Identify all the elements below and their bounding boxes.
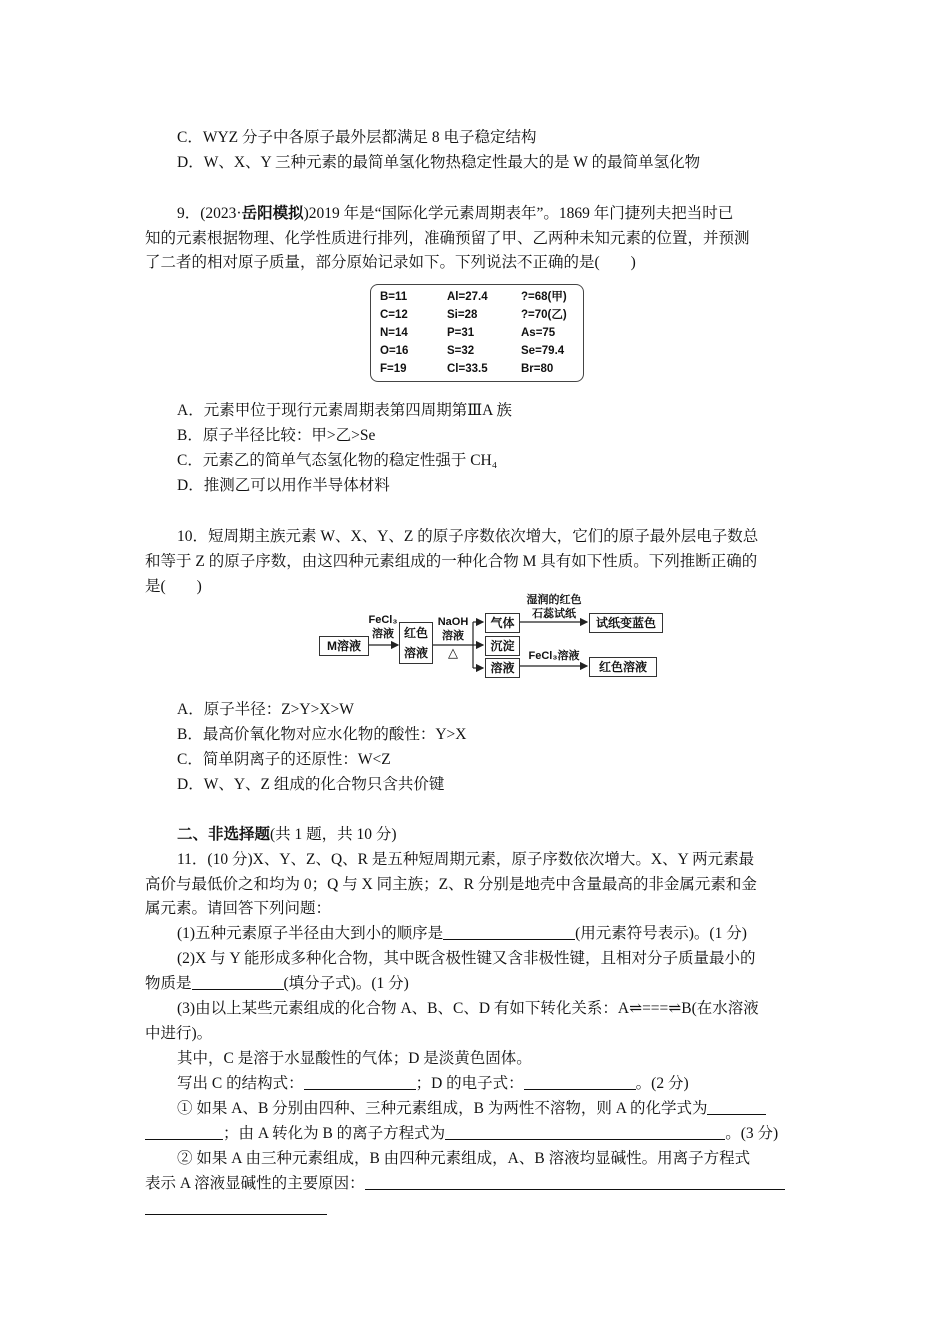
q11-part1 bbox=[177, 922, 747, 946]
answer-blank-d-electron[interactable] bbox=[524, 1073, 636, 1090]
answer-blank-ion-equation[interactable] bbox=[445, 1123, 725, 1140]
q8-option-c: C．WYZ 分子中各原子最外层都满足 8 电子稳定结构 bbox=[177, 129, 537, 146]
table-cell: Si=28 bbox=[447, 309, 478, 321]
q11-stem-line1: 11．(10 分)X、Y、Z、Q、R 是五种短周期元素，原子序数依次增大。X、Y 两元素最 bbox=[177, 851, 755, 868]
label-naoh-top: NaOH bbox=[437, 616, 469, 628]
table-row bbox=[371, 360, 583, 378]
box-m-solution: M溶液 bbox=[319, 636, 369, 656]
q9-stem-rest: )2019 年是“国际化学元素周期表年”。1869 年门捷列夫把当时已 bbox=[303, 205, 734, 222]
q9-stem-line2: 知的元素根据物理、化学性质进行排列，准确预留了甲、乙两种未知元素的位置，并预测 bbox=[145, 230, 750, 247]
answer-blank-a-formula[interactable] bbox=[707, 1098, 766, 1115]
answer-blank-1[interactable] bbox=[443, 923, 575, 940]
q9-source: 岳阳模拟 bbox=[241, 205, 304, 222]
q9-stem-line3: 了二者的相对原子质量，部分原始记录如下。下列说法不正确的是( ) bbox=[145, 254, 636, 271]
reaction-flow-diagram bbox=[315, 592, 665, 682]
answer-blank-basicity-cont[interactable] bbox=[145, 1198, 327, 1215]
label-fecl3-bottom: 溶液 bbox=[372, 628, 394, 640]
table-row bbox=[371, 288, 583, 306]
table-cell: S=32 bbox=[447, 345, 475, 357]
q11-sub1-text: ① 如果 A、B 分别由四种、三种元素组成，B 为两性不溶物，则 A 的化学式为 bbox=[177, 1100, 708, 1117]
q11-sub1-points: 。(3 分) bbox=[725, 1125, 779, 1142]
q11-part3-points: 。(2 分) bbox=[635, 1075, 689, 1092]
q11-stem-line2: 高价与最低价之和均为 0；Q 与 X 同主族；Z、R 分别是地壳中含量最高的非金属元素和金 bbox=[145, 876, 757, 893]
q11-part3-line2: 中进行)。 bbox=[145, 1025, 213, 1042]
table-cell: B=11 bbox=[380, 291, 408, 303]
q11-part1-text: (1)五种元素原子半径由大到小的顺序是 bbox=[177, 925, 444, 942]
table-cell: C=12 bbox=[380, 309, 408, 321]
q11-sub2-line3 bbox=[145, 1197, 327, 1221]
q11-part2-line1: (2)X 与 Y 能形成多种化合物，其中既含极性键又含非极性键，且相对分子质量最小的 bbox=[177, 950, 756, 967]
table-cell: As=75 bbox=[521, 327, 556, 339]
q11-part2-text: 物质是 bbox=[145, 975, 192, 992]
q10-option-d: D．W、Y、Z 组成的化合物只含共价键 bbox=[177, 776, 445, 793]
section-heading-title: 二、非选择题 bbox=[177, 826, 271, 843]
box-red-solution-line2: 溶液 bbox=[403, 646, 428, 660]
q9-option-a: A．元素甲位于现行元素周期表第四周期第ⅢA 族 bbox=[177, 402, 512, 419]
q11-part3-line1: (3)由以上某些元素组成的化合物 A、B、C、D 有如下转化关系：A⇌===⇌B(在水溶液 bbox=[177, 1000, 759, 1017]
answer-blank-a-formula-cont[interactable] bbox=[145, 1123, 223, 1140]
q11-stem-line3: 属元素。请回答下列问题： bbox=[145, 900, 332, 917]
box-red-solution bbox=[399, 622, 433, 664]
table-cell: F=19 bbox=[380, 363, 407, 375]
q10-option-b: B．最高价氧化物对应水化物的酸性：Y>X bbox=[177, 726, 467, 743]
table-cell: O=16 bbox=[380, 345, 409, 357]
box-precipitate: 沉淀 bbox=[485, 636, 520, 656]
q10-stem-line3: 是( ) bbox=[145, 578, 202, 595]
q11-sub1-line1 bbox=[177, 1097, 766, 1121]
label-naoh-mid: 溶液 bbox=[442, 630, 464, 642]
q11-part2-line2 bbox=[145, 972, 409, 996]
table-cell: Al=27.4 bbox=[447, 291, 488, 303]
table-cell: N=14 bbox=[380, 327, 408, 339]
mendeleev-record-table bbox=[370, 284, 584, 382]
label-fecl3-solution: FeCl₃溶液 bbox=[528, 650, 580, 662]
table-cell: P=31 bbox=[447, 327, 475, 339]
q9-option-c: C．元素乙的简单气态氢化物的稳定性强于 CH₄ bbox=[177, 452, 498, 469]
q9-option-d: D．推测乙可以用作半导体材料 bbox=[177, 477, 390, 494]
label-litmus-bottom: 石蕊试纸 bbox=[532, 608, 576, 620]
q9-stem-line1 bbox=[177, 202, 733, 226]
label-litmus-top: 湿润的红色 bbox=[526, 594, 582, 606]
q11-sub2-text: 表示 A 溶液显碱性的主要原因： bbox=[145, 1175, 365, 1192]
answer-blank-c-structure[interactable] bbox=[304, 1073, 416, 1090]
table-cell: ?=70(乙) bbox=[521, 309, 567, 321]
table-cell: ?=68(甲) bbox=[521, 291, 567, 303]
q10-option-a: A．原子半径：Z>Y>X>W bbox=[177, 701, 354, 718]
q11-part2-tail: (填分子式)。(1 分) bbox=[283, 975, 409, 992]
answer-blank-2[interactable] bbox=[192, 973, 284, 990]
answer-blank-basicity[interactable] bbox=[365, 1173, 785, 1190]
q11-part3-c-label: 写出 C 的结构式： bbox=[177, 1075, 304, 1092]
q11-sub2-line2 bbox=[145, 1172, 785, 1196]
q9-prefix: 9．(2023· bbox=[177, 205, 242, 222]
q11-part3-d-label: ；D 的电子式： bbox=[415, 1075, 524, 1092]
q11-sub2-line1: ② 如果 A 由三种元素组成，B 由四种元素组成，A、B 溶液均显碱性。用离子方程式 bbox=[177, 1150, 751, 1167]
q11-sub1-line2 bbox=[145, 1122, 778, 1146]
label-heat: △ bbox=[448, 645, 458, 660]
section-heading-detail: (共 1 题，共 10 分) bbox=[270, 826, 397, 843]
q11-part3-line4 bbox=[177, 1072, 689, 1096]
section-heading bbox=[177, 823, 397, 847]
table-cell: Se=79.4 bbox=[521, 345, 565, 357]
q10-stem-line2: 和等于 Z 的原子序数，由这四种元素组成的一种化合物 M 具有如下性质。下列推断正确的 bbox=[145, 553, 758, 570]
table-row bbox=[371, 324, 583, 342]
q9-option-b: B．原子半径比较：甲>乙>Se bbox=[177, 427, 376, 444]
box-gas: 气体 bbox=[485, 613, 520, 633]
box-solution: 溶液 bbox=[485, 658, 520, 678]
box-paper-turns-blue: 试纸变蓝色 bbox=[589, 613, 663, 633]
q11-part1-tail: (用元素符号表示)。(1 分) bbox=[575, 925, 747, 942]
table-row bbox=[371, 342, 583, 360]
q11-part3-line3: 其中，C 是溶于水显酸性的气体；D 是淡黄色固体。 bbox=[177, 1050, 532, 1067]
label-fecl3-top: FeCl₃ bbox=[368, 614, 398, 626]
q8-option-d: D．W、X、Y 三种元素的最简单氢化物热稳定性最大的是 W 的最简单氢化物 bbox=[177, 154, 701, 171]
box-red-solution-line1: 红色 bbox=[403, 626, 428, 640]
table-cell: Cl=33.5 bbox=[447, 363, 488, 375]
q10-stem-line1: 10．短周期主族元素 W、X、Y、Z 的原子序数依次增大，它们的原子最外层电子数总 bbox=[177, 528, 759, 545]
q11-sub1-ion-label: ；由 A 转化为 B 的离子方程式为 bbox=[223, 1125, 446, 1142]
table-row bbox=[371, 306, 583, 324]
table-cell: Br=80 bbox=[521, 363, 554, 375]
box-red-solution-final: 红色溶液 bbox=[589, 657, 657, 677]
q10-option-c: C．简单阴离子的还原性：W<Z bbox=[177, 751, 391, 768]
